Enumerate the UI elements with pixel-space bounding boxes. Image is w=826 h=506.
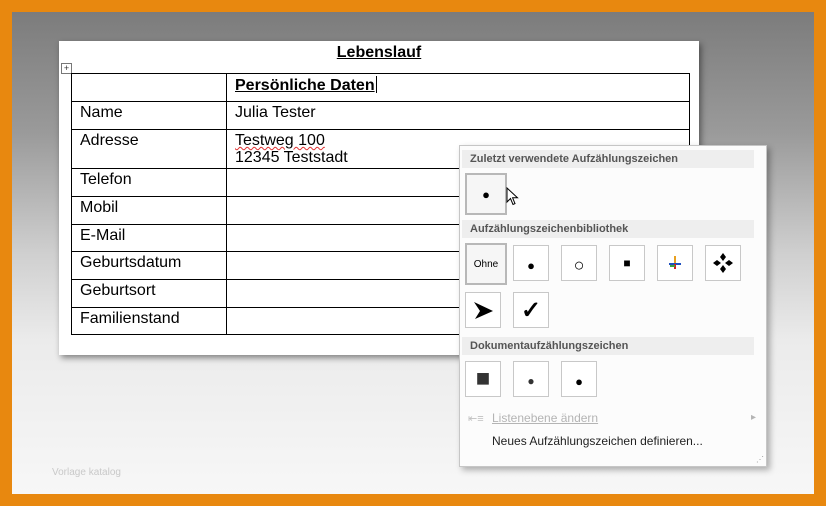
colored-star-bullet-icon bbox=[666, 254, 684, 272]
four-diamonds-bullet-icon bbox=[712, 252, 734, 274]
resize-grip-icon[interactable]: ⋰ bbox=[756, 455, 763, 464]
row-label[interactable]: Name bbox=[72, 102, 227, 130]
menu-item-label: Neues Aufzählungszeichen definieren... bbox=[492, 434, 703, 448]
hollow-circle-bullet-icon: ○ bbox=[573, 254, 585, 275]
text-caret bbox=[376, 76, 377, 93]
table-cell[interactable] bbox=[72, 74, 227, 102]
bullet-filled-square-option[interactable] bbox=[609, 245, 645, 281]
document-bullet-circle[interactable] bbox=[561, 361, 597, 397]
document-bullet-small-circle[interactable] bbox=[513, 361, 549, 397]
circle-bullet-icon: ● bbox=[575, 373, 583, 389]
row-label[interactable]: Geburtsdatum bbox=[72, 252, 227, 280]
row-label[interactable]: Familienstand bbox=[72, 308, 227, 335]
table-row bbox=[72, 74, 690, 102]
large-square-bullet-icon: ■ bbox=[475, 365, 491, 392]
submenu-arrow-icon: ▸ bbox=[750, 412, 756, 423]
row-value[interactable]: Julia Tester bbox=[227, 102, 690, 130]
document-bullets-header: Dokumentaufzählungszeichen bbox=[462, 337, 754, 355]
table-move-handle[interactable]: + bbox=[61, 63, 72, 74]
row-label[interactable]: E-Mail bbox=[72, 225, 227, 252]
row-label[interactable]: Mobil bbox=[72, 197, 227, 225]
address-line-2: 12345 Teststadt bbox=[235, 149, 348, 166]
filled-circle-bullet-icon: ● bbox=[527, 257, 535, 273]
bullet-arrowhead-option[interactable] bbox=[465, 292, 501, 328]
bullet-checkmark-option[interactable] bbox=[513, 292, 549, 328]
filled-circle-bullet-icon: ● bbox=[482, 186, 490, 202]
row-label[interactable]: Telefon bbox=[72, 169, 227, 197]
bullet-colored-star-option[interactable] bbox=[657, 245, 693, 281]
bullet-four-diamonds-option[interactable] bbox=[705, 245, 741, 281]
none-bullet-label: Ohne bbox=[473, 258, 499, 270]
document-bullet-large-square[interactable] bbox=[465, 361, 501, 397]
table-cell[interactable] bbox=[227, 74, 690, 102]
bullet-hollow-circle-option[interactable] bbox=[561, 245, 597, 281]
change-list-level-item[interactable] bbox=[492, 411, 598, 425]
arrowhead-bullet-icon bbox=[472, 300, 494, 320]
bullet-filled-circle-option[interactable] bbox=[513, 245, 549, 281]
indent-level-icon: ⇤≡ bbox=[468, 413, 484, 425]
checkmark-bullet-icon: ✓ bbox=[520, 296, 542, 324]
bullet-dropdown-menu bbox=[459, 145, 767, 467]
bullet-none-option[interactable] bbox=[465, 243, 507, 285]
row-label[interactable]: Geburtsort bbox=[72, 280, 227, 308]
row-label[interactable]: Adresse bbox=[72, 130, 227, 169]
filled-square-bullet-icon: ■ bbox=[623, 256, 631, 270]
document-title: Lebenslauf bbox=[336, 44, 422, 61]
define-new-bullet-item[interactable] bbox=[492, 434, 703, 448]
menu-item-label: Listenebene ändern bbox=[492, 411, 599, 425]
mouse-pointer-icon bbox=[506, 187, 520, 207]
small-circle-bullet-icon: ● bbox=[527, 374, 535, 388]
recent-bullet-filled-circle[interactable] bbox=[465, 173, 507, 215]
address-line-1: Testweg 100 bbox=[235, 132, 325, 149]
recent-bullets-header: Zuletzt verwendete Aufzählungszeichen bbox=[462, 150, 754, 168]
watermark-text: Vorlage katalog bbox=[52, 467, 121, 478]
table-row bbox=[72, 102, 690, 130]
section-heading: Persönliche Daten bbox=[235, 77, 375, 94]
bullet-library-header: Aufzählungszeichenbibliothek bbox=[462, 220, 754, 238]
